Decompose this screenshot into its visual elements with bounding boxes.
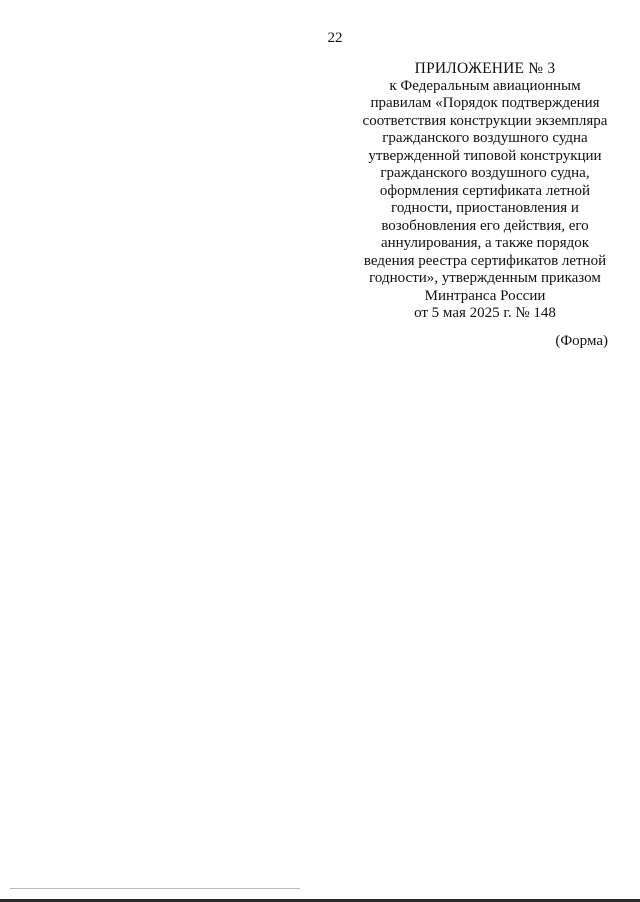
appendix-line: гражданского воздушного судна bbox=[382, 130, 588, 146]
appendix-line: годности, приостановления и bbox=[391, 200, 579, 216]
appendix-line: правилам «Порядок подтверждения bbox=[370, 95, 600, 111]
form-label: (Форма) bbox=[555, 333, 608, 349]
appendix-line: Минтранса России bbox=[424, 287, 546, 304]
page-number: 22 bbox=[327, 30, 343, 46]
appendix-line: возобновления его действия, его bbox=[381, 217, 589, 234]
appendix-line: к Федеральным авиационным bbox=[389, 77, 581, 94]
appendix-header bbox=[340, 60, 630, 323]
appendix-line: оформления сертификата летной bbox=[379, 182, 591, 199]
scan-edge-mark bbox=[10, 888, 300, 889]
appendix-line: годности», утвержденным приказом bbox=[369, 270, 601, 286]
appendix-line: аннулирования, а также порядок bbox=[380, 235, 590, 251]
appendix-line: ведения реестра сертификатов летной bbox=[363, 252, 607, 269]
appendix-line: соответствия конструкции экземпляра bbox=[362, 112, 608, 129]
appendix-date-line: от 5 мая 2025 г. № 148 bbox=[414, 305, 556, 321]
appendix-title: ПРИЛОЖЕНИЕ № 3 bbox=[414, 60, 556, 77]
appendix-line: утвержденной типовой конструкции bbox=[368, 147, 602, 164]
appendix-line: гражданского воздушного судна, bbox=[380, 165, 590, 181]
